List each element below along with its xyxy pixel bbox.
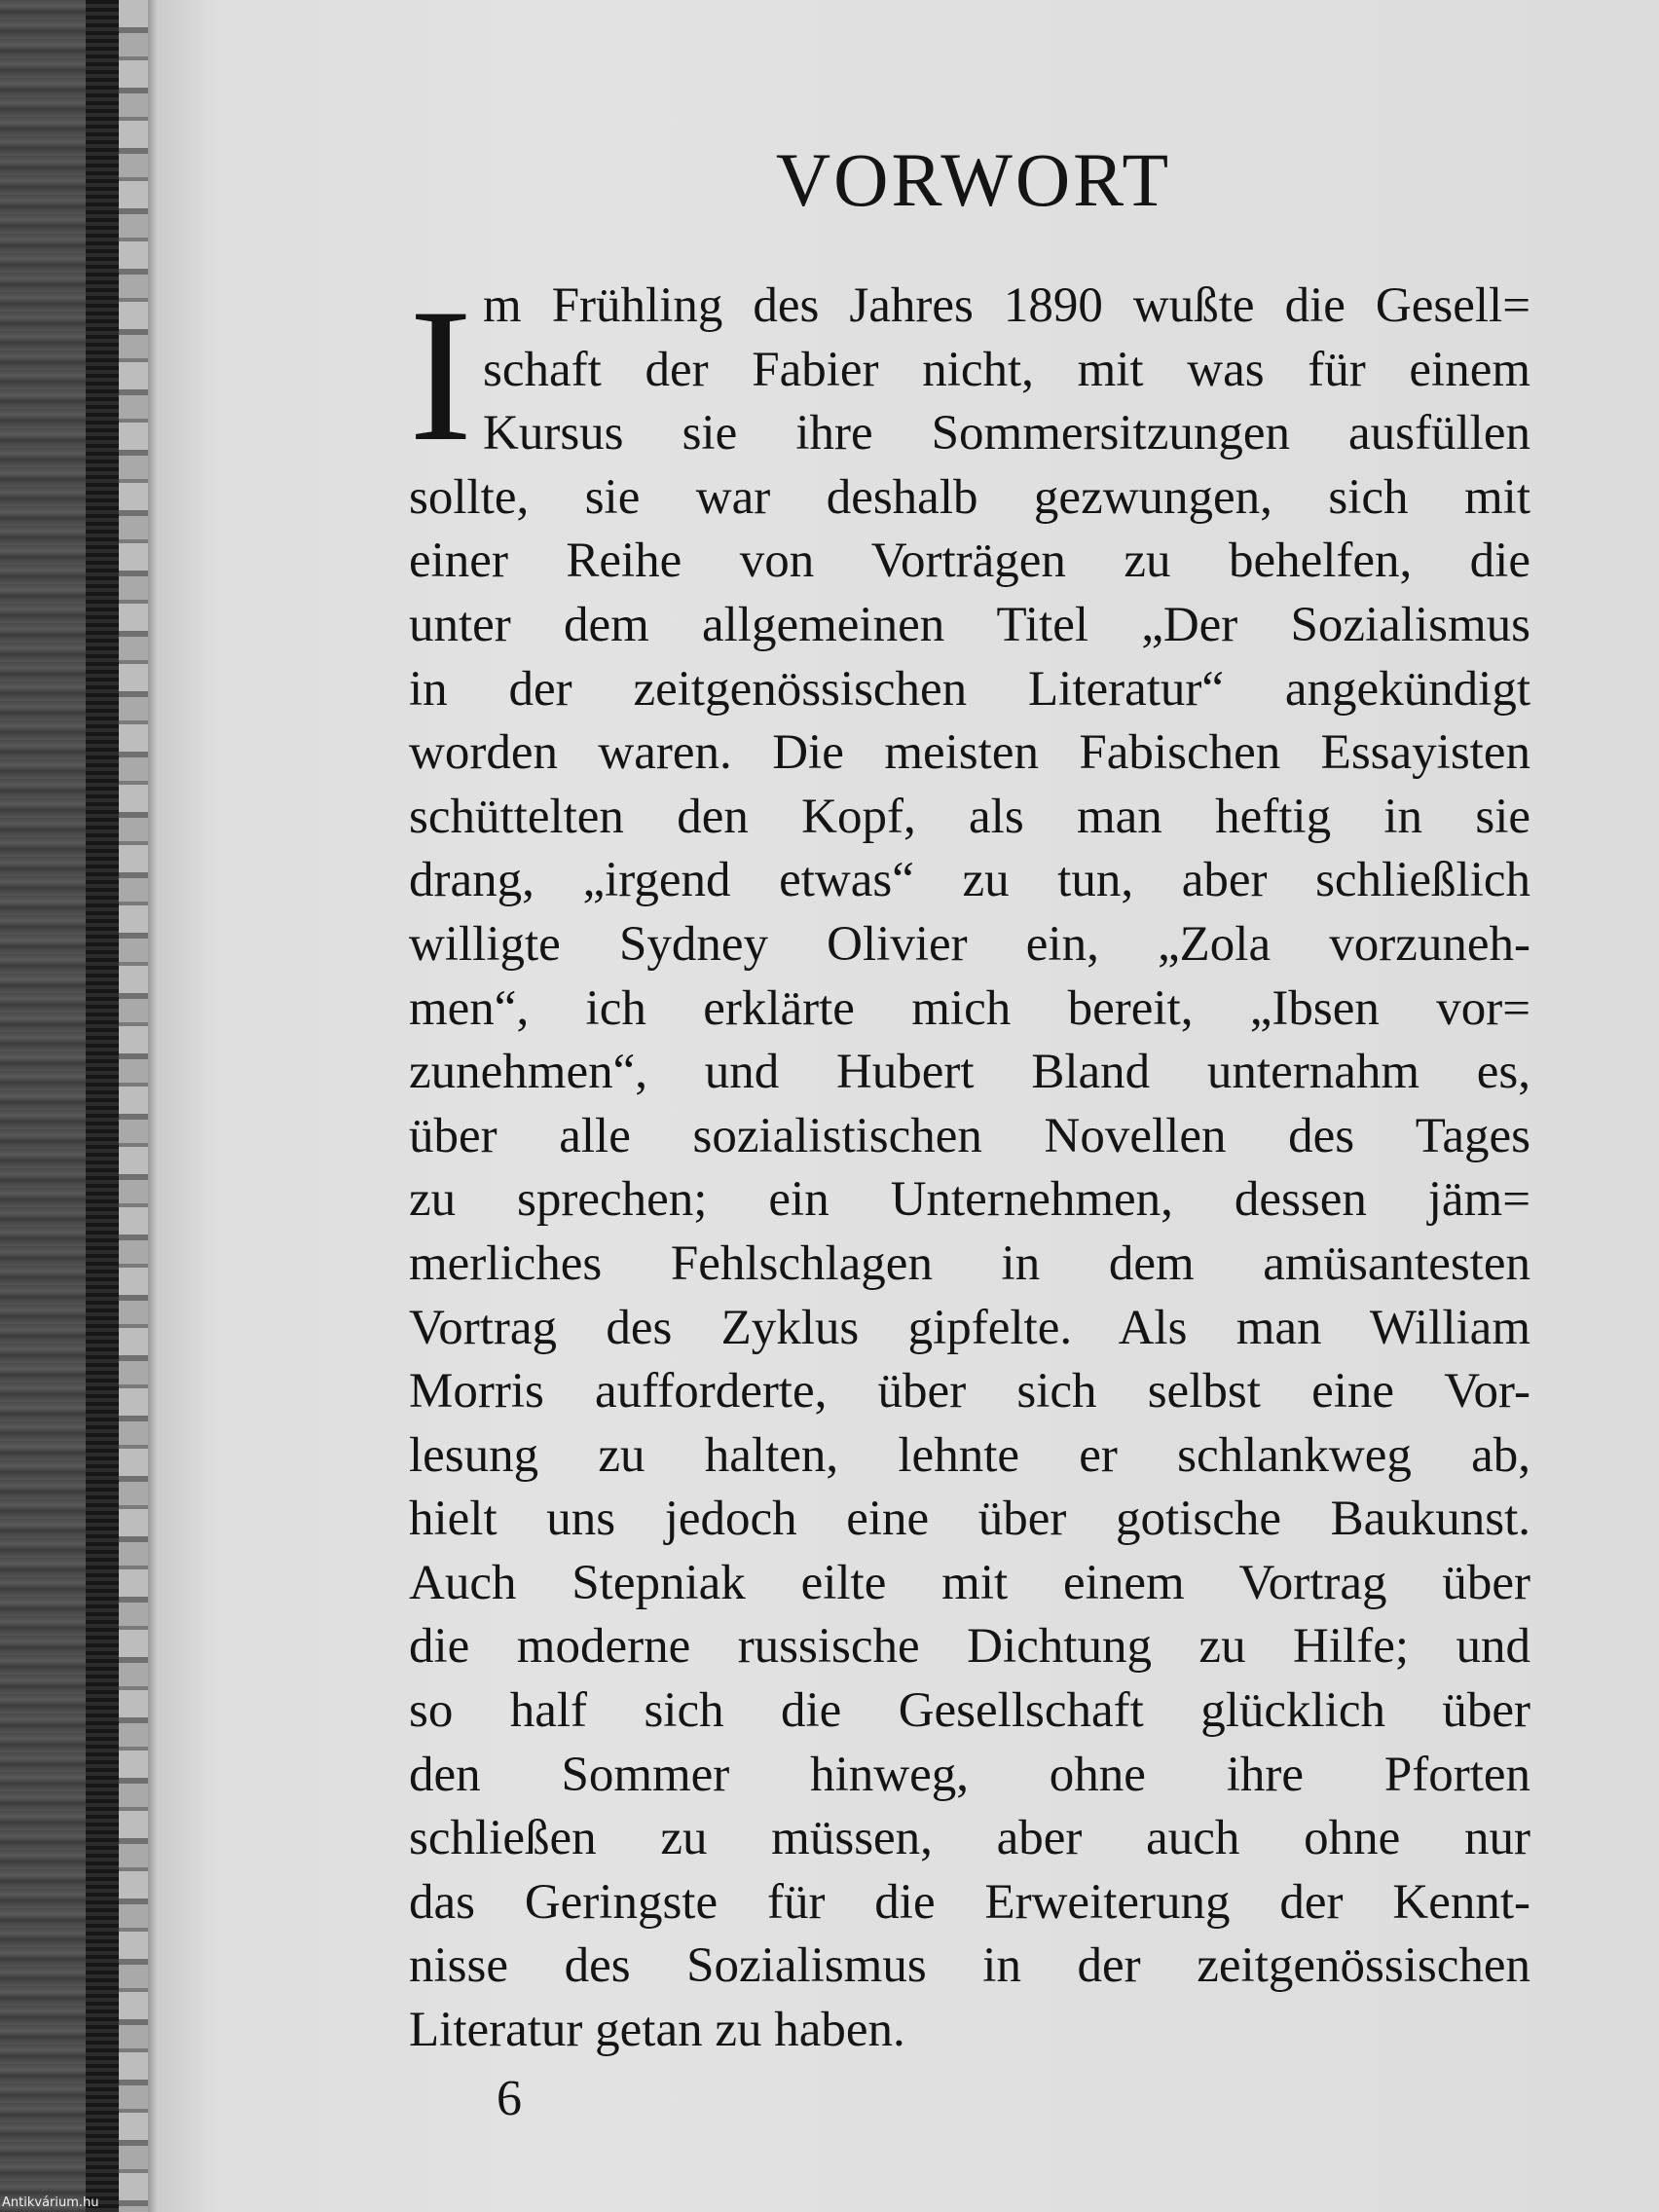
text-line: Vortrag des Zyklus gipfelte. Als man William [409, 1300, 1530, 1355]
text-line: schließen zu müssen, aber auch ohne nur [409, 1811, 1530, 1866]
text-line: einer Reihe von Vorträgen zu behelfen, die [409, 534, 1530, 589]
text-line: so half sich die Gesellschaft glücklich über [409, 1683, 1530, 1739]
text-line: merliches Fehlschlagen in dem amüsantesten [409, 1235, 1530, 1291]
watermark: Antikvárium.hu [2, 2195, 99, 2210]
book-cover-board [0, 0, 86, 2212]
text-line: nisse des Sozialismus in der zeitgenössischen [409, 1938, 1530, 1994]
text-line: m Frühling des Jahres 1890 wußte die Gesell= [483, 278, 1530, 333]
text-line: unter dem allgemeinen Titel „Der Sozialismus [409, 597, 1530, 652]
text-line: Literatur getan zu haben. [409, 2003, 905, 2058]
text-line: zunehmen“, und Hubert Bland unternahm es, [409, 1045, 1530, 1100]
text-line: die moderne russische Dichtung zu Hilfe; und [409, 1619, 1530, 1675]
text-line: zu sprechen; ein Unternehmen, dessen jäm= [409, 1172, 1530, 1228]
text-line: über alle sozialistischen Novellen des Tages [409, 1108, 1530, 1163]
text-line: Morris aufforderte, über sich selbst eine Vor- [409, 1364, 1530, 1419]
body-text [409, 270, 1530, 2063]
text-line: drang, „irgend etwas“ zu tun, aber schließlich [409, 853, 1530, 908]
text-line: men“, ich erklärte mich bereit, „Ibsen vor= [409, 980, 1530, 1036]
text-line: schüttelten den Kopf, als man heftig in sie [409, 789, 1530, 844]
text-line: worden waren. Die meisten Fabischen Essayisten [409, 725, 1530, 781]
text-line: Auch Stepniak eilte mit einem Vortrag über [409, 1555, 1530, 1610]
text-line: hielt uns jedoch eine über gotische Baukunst. [409, 1492, 1530, 1547]
text-line: Kursus sie ihre Sommersitzungen ausfüllen [483, 406, 1530, 461]
text-line: in der zeitgenössischen Literatur“ angekündigt [409, 661, 1530, 717]
page-edge [148, 0, 158, 2212]
text-line: den Sommer hinweg, ohne ihre Pforten [409, 1747, 1530, 1802]
text-line: schaft der Fabier nicht, mit was für einem [483, 342, 1530, 397]
text-line: willigte Sydney Olivier ein, „Zola vorzuneh- [409, 916, 1530, 972]
drop-cap: I [409, 270, 473, 481]
page-number: 6 [497, 2071, 522, 2126]
text-line: sollte, sie war deshalb gezwungen, sich mit [409, 469, 1530, 525]
text-line: lesung zu halten, lehnte er schlankweg ab, [409, 1427, 1530, 1483]
marbled-edge [119, 0, 148, 2212]
page-title: VORWORT [775, 137, 1172, 222]
book-spine [86, 0, 119, 2212]
text-line: das Geringste für die Erweiterung der Kennt- [409, 1874, 1530, 1930]
